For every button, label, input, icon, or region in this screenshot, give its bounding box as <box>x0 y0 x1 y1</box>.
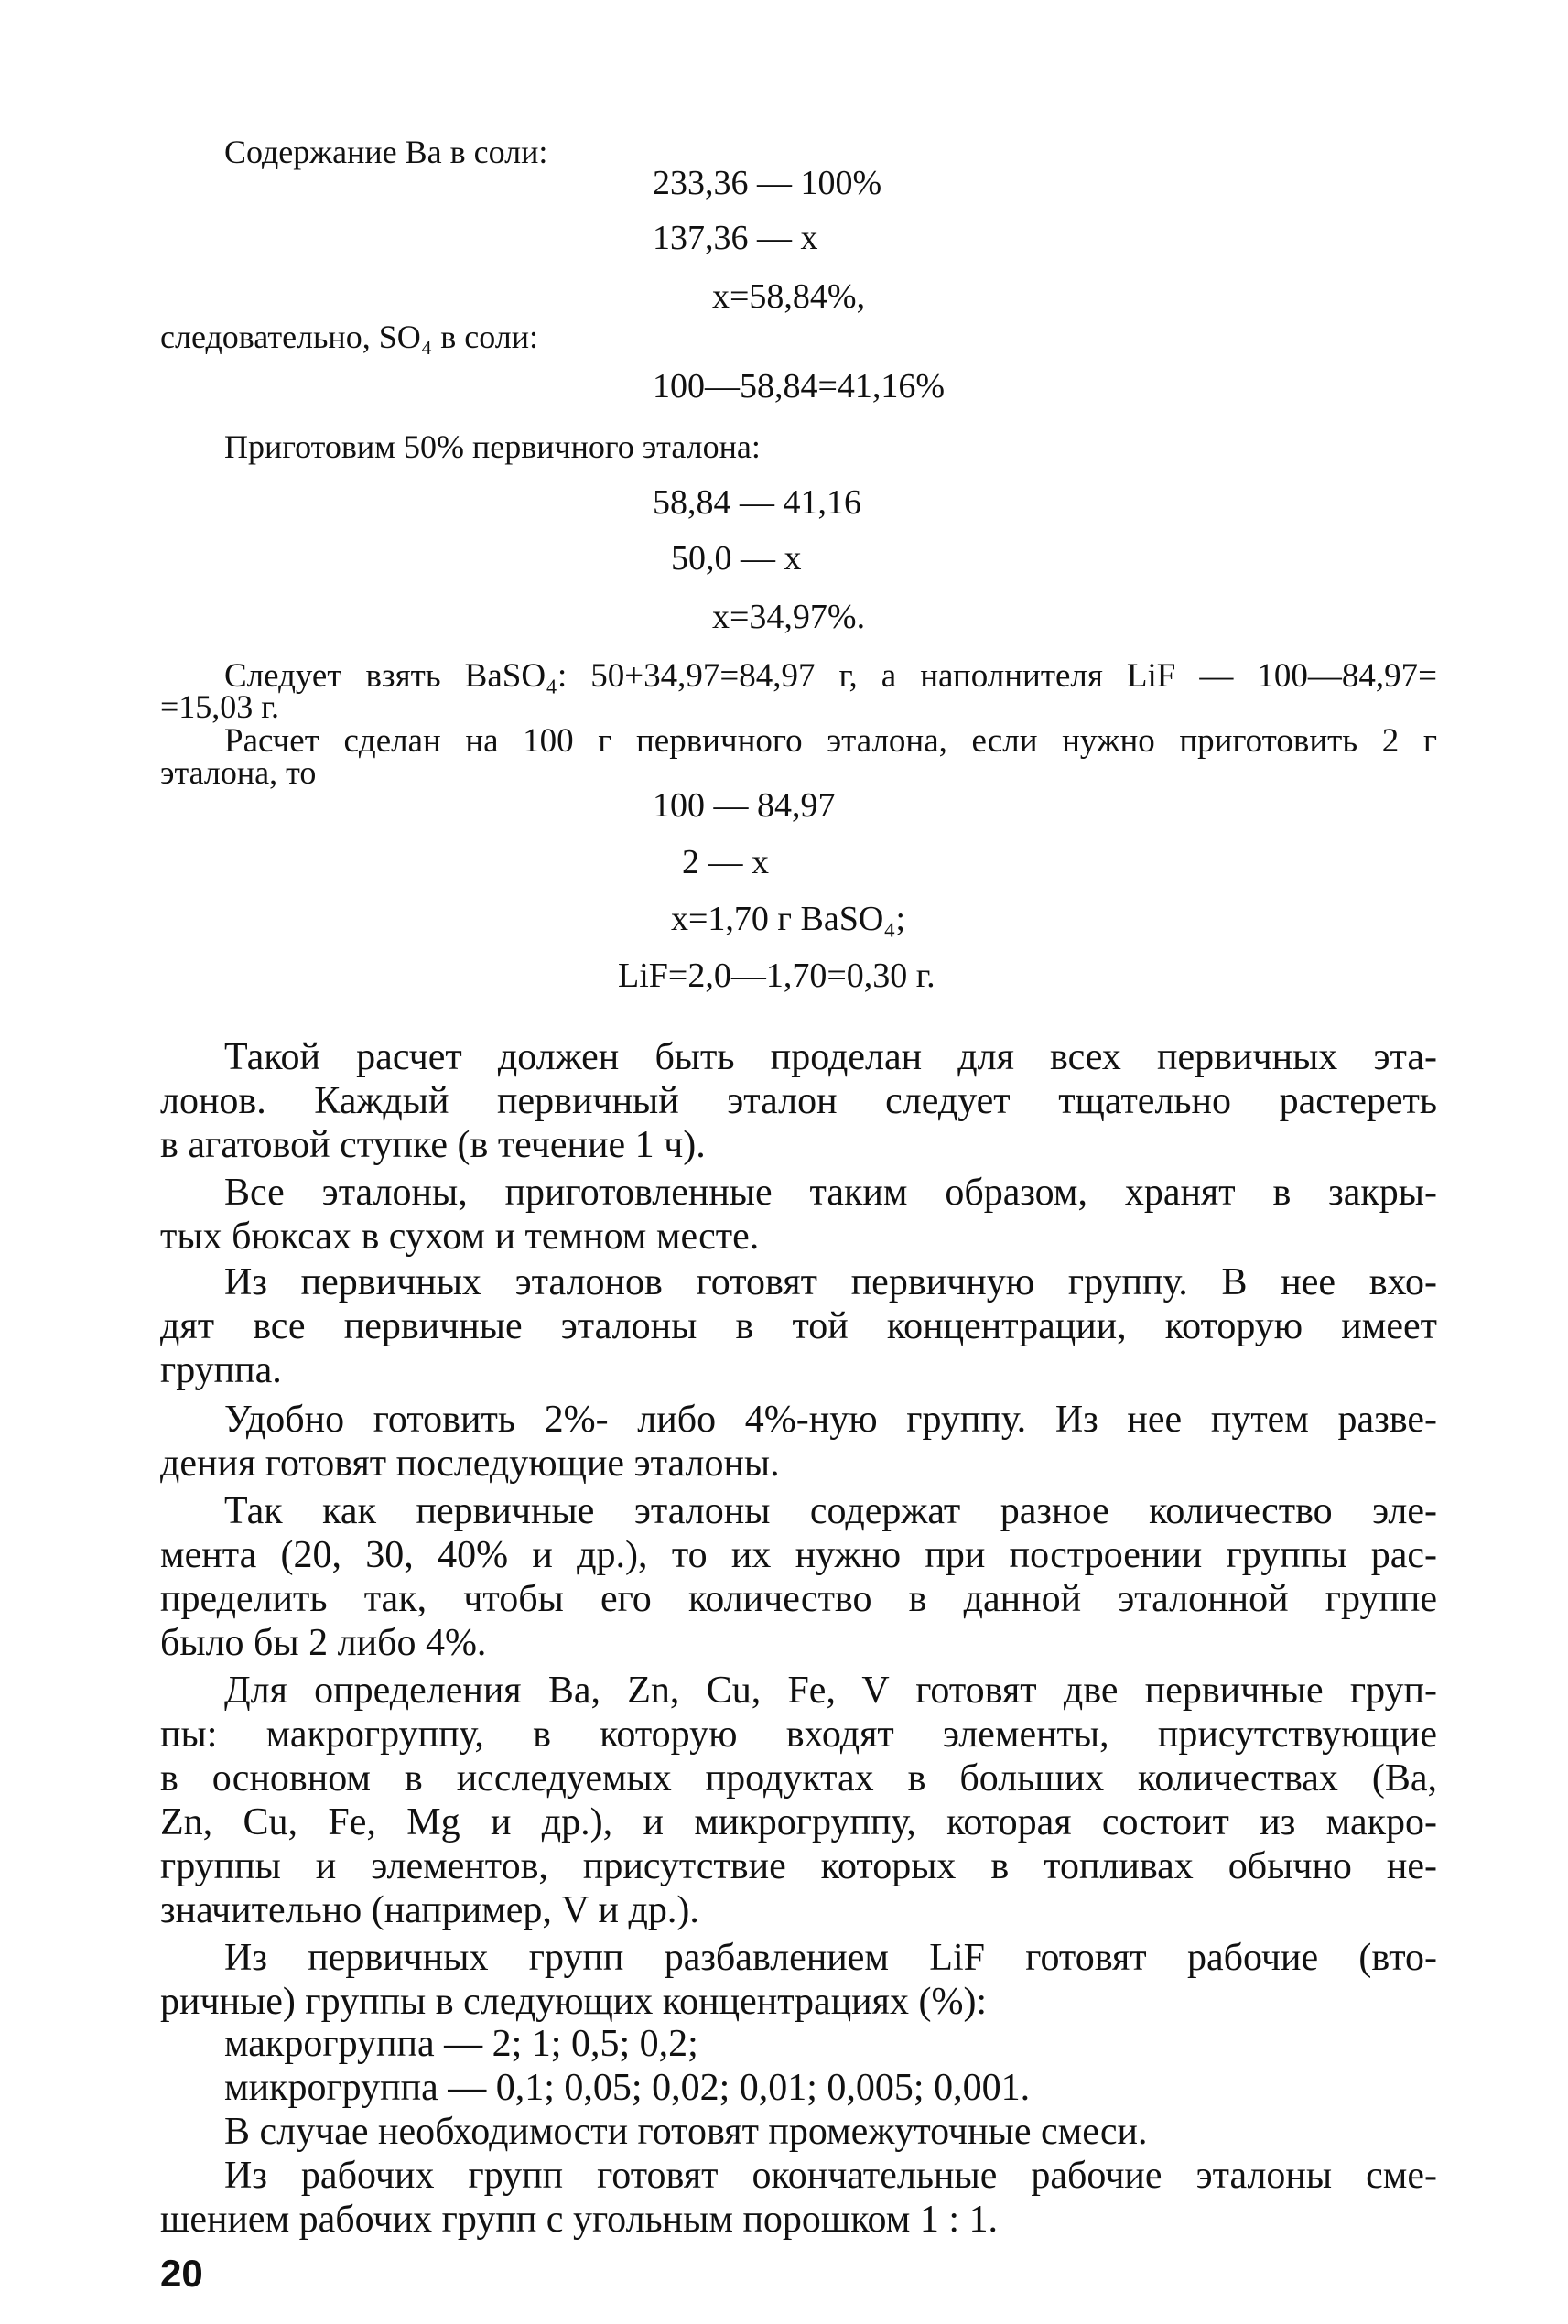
p5-line-2: мента (20, 30, 40% и др.), то их нужно при построении группы рас- <box>160 1534 1437 1576</box>
page-number: 20 <box>160 2252 203 2295</box>
closing-p2-line-1: Из рабочих групп готовят окончательные рабочие эталоны сме- <box>224 2155 1437 2197</box>
p3-line-1: Из первичных эталонов готовят первичную группу. В нее вхо- <box>224 1261 1437 1303</box>
so4-calculation: 100—58,84=41,16% <box>653 367 946 405</box>
ba-proportion-line-1: 233,36 — 100% <box>653 164 882 202</box>
p3-line-2: дят все первичные эталоны в той концентрации, которую имеет <box>160 1305 1437 1347</box>
prep-result: x=34,97%. <box>712 598 866 636</box>
p7-line-1: Из первичных групп разбавлением LiF готовят рабочие (вто- <box>224 1937 1437 1979</box>
p2-line-1: Все эталоны, приготовленные таким образом, хранят в закры- <box>224 1172 1437 1214</box>
p6-line-1: Для определения Ba, Zn, Cu, Fe, V готовят две первичные груп- <box>224 1670 1437 1712</box>
calc-note-line-2: эталона, то <box>160 754 317 791</box>
take-line-1: Следует взять BaSO₄: 50+34,97=84,97 г, а наполнителя LiF — 100—84,97= <box>224 657 1437 695</box>
so4-label: следовательно, SO₄ в соли: <box>160 319 538 355</box>
p1-line-1: Такой расчет должен быть проделан для всех первичных эта- <box>224 1036 1437 1078</box>
p6-line-2: пы: макрогруппу, в которую входят элементы, присутствующие <box>160 1713 1437 1756</box>
ba-proportion-line-2: 137,36 — x <box>653 219 818 257</box>
prep-proportion-line-2: 50,0 — x <box>671 539 802 578</box>
p5-line-1: Так как первичные эталоны содержат разное количество эле- <box>224 1490 1437 1532</box>
prep-label: Приготовим 50% первичного эталона: <box>224 428 761 465</box>
p1-line-3: в агатовой ступке (в течение 1 ч). <box>160 1124 706 1166</box>
p6-line-6: значительно (например, V и др.). <box>160 1889 699 1931</box>
p5-line-4: было бы 2 либо 4%. <box>160 1622 487 1664</box>
p4-line-1: Удобно готовить 2%- либо 4%-ную группу. Из нее путем разве- <box>224 1399 1437 1441</box>
closing-p2-line-2: шением рабочих групп с угольным порошком 1 : 1. <box>160 2199 998 2241</box>
calc2-lif: LiF=2,0—1,70=0,30 г. <box>618 957 935 995</box>
p1-line-2: лонов. Каждый первичный эталон следует тщательно растереть <box>160 1080 1437 1122</box>
p2-line-2: тых бюксах в сухом и темном месте. <box>160 1216 760 1258</box>
calc2-result: x=1,70 г BaSO₄; <box>671 900 906 938</box>
p7-line-2: ричные) группы в следующих концентрациях (%): <box>160 1981 988 2023</box>
list-item-microgroup: микрогруппа — 0,1; 0,05; 0,02; 0,01; 0,005; 0,001. <box>224 2067 1031 2109</box>
calc2-proportion-line-2: 2 — x <box>682 843 769 881</box>
prep-proportion-line-1: 58,84 — 41,16 <box>653 483 861 522</box>
p3-line-3: группа. <box>160 1349 282 1391</box>
p6-line-4: Zn, Cu, Fe, Mg и др.), и микрогруппу, которая состоит из макро- <box>160 1801 1437 1843</box>
take-line-2: =15,03 г. <box>160 688 280 725</box>
closing-line-1: В случае необходимости готовят промежуточные смеси. <box>224 2111 1148 2153</box>
calc-note-line-1: Расчет сделан на 100 г первичного эталона, если нужно приготовить 2 г <box>224 722 1437 760</box>
p6-line-3: в основном в исследуемых продуктах в больших количествах (Ba, <box>160 1757 1437 1800</box>
calc2-proportion-line-1: 100 — 84,97 <box>653 786 836 825</box>
list-item-macrogroup: макрогруппа — 2; 1; 0,5; 0,2; <box>224 2023 698 2065</box>
p5-line-3: пределить так, чтобы его количество в данной эталонной группе <box>160 1578 1437 1620</box>
ba-content-label: Содержание Ва в соли: <box>224 134 548 170</box>
p6-line-5: группы и элементов, присутствие которых в топливах обычно не- <box>160 1845 1437 1887</box>
ba-result: x=58,84%, <box>712 277 866 316</box>
p4-line-2: дения готовят последующие эталоны. <box>160 1443 780 1485</box>
